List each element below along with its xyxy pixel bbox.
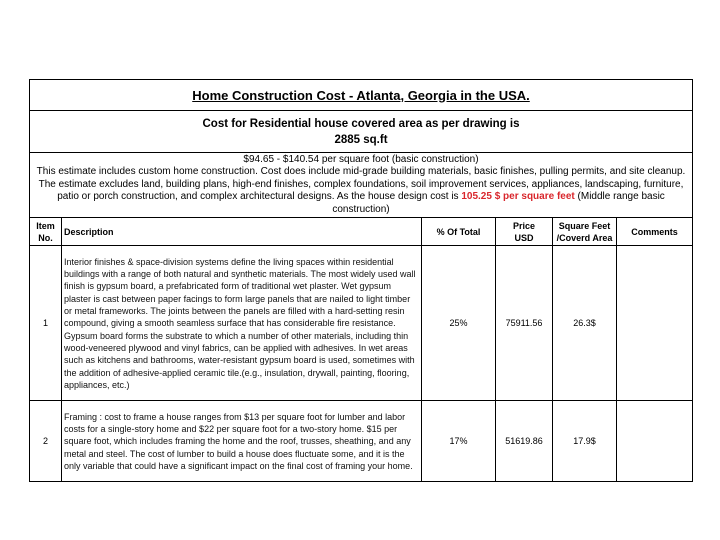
title-cell (30, 80, 693, 111)
row-item-no: 2 (30, 401, 62, 482)
header-price (496, 218, 553, 246)
row-price: 75911.56 (496, 246, 553, 401)
design-cost-highlight: 105.25 $ per square feet (461, 191, 575, 203)
row-comments (617, 401, 693, 482)
cost-estimate-table (29, 79, 693, 482)
row-price: 51619.86 (496, 401, 553, 482)
header-comments: Comments (617, 218, 693, 246)
subtitle-line-1: Cost for Residential house covered area as per drawing is (202, 117, 520, 130)
row-comments (617, 246, 693, 401)
header-item-no (30, 218, 62, 246)
estimate-text-before: This estimate includes custom home construction. Cost does include mid-grade building materials, basic finishes, pulling permits, and site cleanup. The estimate excludes land, building plans, high-end finishes, complex foundations, soil improvement services, appliances, landscaping, furniture, patio or porch construction, and complex architectural designs. As the house design cost is (36, 166, 686, 203)
table-row (30, 401, 693, 482)
header-item-line2: No. (38, 232, 53, 243)
row-sqft: 26.3$ (553, 246, 617, 401)
page-title: Home Construction Cost - Atlanta, Georgia in the USA. (192, 87, 530, 103)
row-sqft: 17.9$ (553, 401, 617, 482)
row-description: Interior finishes & space-division systems define the living spaces within residential buildings with a range of both natural and synthetic materials. The most widely used wall finish is gypsum board, a prefabricated form of traditional wet plaster. Wet gypsum plaster is cast between paper facings to form large panels that are nailed to light timber or metal frameworks. The joints between the panels are filled with a hard-setting resin compound, giving a smooth seamless surface that has considerable fire resistance. Gypsum board forms the substrate to which a number of other materials, including thin wood-veneered plywood and vinyl fabrics, can be applied with adhesives. In wet areas such as kitchens and bathrooms, water-resistant gypsum board is used, sometimes with the addition of adhesive-applied ceramic tile.(e.g., insulation, drywall, painting, flooring, appliances, etc.) (62, 246, 422, 401)
info-cell (30, 153, 693, 218)
subtitle-line-2: 2885 sq.ft (334, 133, 388, 146)
header-price-line2: USD (514, 232, 534, 243)
header-sqft-line1: Square Feet (558, 220, 611, 231)
estimate-description (30, 166, 692, 216)
estimate-text-after: (Middle range basic construction) (332, 191, 665, 215)
row-percent: 25% (422, 246, 496, 401)
row-percent: 17% (422, 401, 496, 482)
subtitle-cell (30, 111, 693, 153)
header-price-line1: Price (512, 220, 536, 231)
header-description: Description (62, 218, 422, 246)
header-sqft-line2: /Coverd Area (556, 232, 613, 243)
table-row (30, 246, 693, 401)
row-description: Framing : cost to frame a house ranges from $13 per square foot for lumber and labor costs for a single-story home and $22 per square foot for a two-story home. $15 per square foot, which includes framing the home and the roof, trusses, sheathing, and any metal and steel. The cost of lumber to build a house does fluctuate some, and it is the only variable that could have a significant impact on the final cost of framing your home. (62, 401, 422, 482)
header-sqft (553, 218, 617, 246)
header-item-line1: Item (36, 220, 55, 231)
header-row (30, 218, 693, 246)
cost-range: $94.65 - $140.54 per square foot (basic construction) (243, 153, 479, 165)
row-item-no: 1 (30, 246, 62, 401)
header-percent: % Of Total (422, 218, 496, 246)
